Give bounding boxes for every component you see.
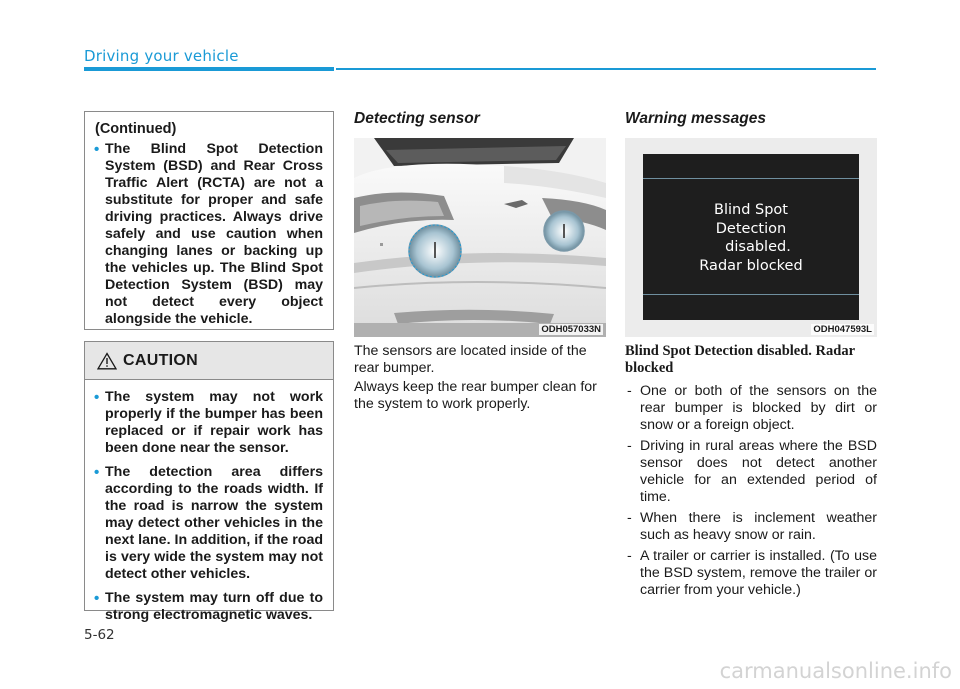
continued-note-box (84, 111, 334, 330)
cluster-screen (643, 154, 859, 320)
caution-label: CAUTION (123, 351, 198, 369)
list-item: - When there is inclement weather such as heavy snow or rain. (625, 510, 877, 544)
screen-line: Detection (715, 220, 787, 237)
header-rule-thick (84, 67, 334, 71)
warning-message-title: Blind Spot Detection disabled. Radar blocked (625, 343, 855, 376)
cluster-display-figure (625, 138, 877, 337)
figure-code: ODH057033N (541, 324, 601, 335)
caution-header (85, 342, 333, 380)
screen-divider-top (643, 178, 859, 179)
screen-line: Blind Spot (714, 202, 788, 218)
screen-line: disabled. (725, 239, 791, 255)
sensor-clean-text: Always keep the rear bumper clean for the system to work properly. (354, 379, 597, 412)
header-rule-thin (336, 68, 876, 70)
continued-heading: (Continued) (95, 121, 177, 137)
warning-messages-heading: Warning messages (625, 110, 766, 127)
screen-divider-bottom (643, 294, 859, 295)
list-item: - A trailer or carrier is installed. (To use the BSD system, remove the trailer or carrier from your vehicle.) (625, 548, 877, 599)
screen-line: Radar blocked (699, 257, 803, 274)
rear-bumper-sensor-figure (354, 138, 606, 337)
detecting-sensor-heading: Detecting sensor (354, 110, 480, 127)
car-rear-illustration (354, 138, 606, 337)
caution-body (85, 380, 333, 624)
caution-bullet: • The detection area differs according to the roads width. If the road is narrow the system may detect other vehicles in the next lane. In addition, if the road is very wide the system may not detect other vehicles. (95, 464, 323, 583)
caution-bullet: • The system may not work properly if the bumper has been replaced or if repair work has been done near the sensor. (95, 389, 323, 457)
watermark: carmanualsonline.info (719, 659, 952, 683)
page-number: 5-62 (84, 627, 115, 643)
figure-code: ODH047593L (813, 324, 872, 335)
warning-conditions-list (625, 383, 877, 603)
caution-bullet: • The system may turn off due to strong electromagnetic waves. (95, 590, 323, 624)
section-title: Driving your vehicle (84, 47, 239, 65)
caution-box (84, 341, 334, 623)
screen-message (643, 201, 859, 275)
continued-bullet: • The Blind Spot Detection System (BSD) and Rear Cross Traffic Alert (RCTA) are not a substitute for proper and safe driving practices. Always drive safely and use caution when changing lanes or backing up the vehicles up. The Blind Spot Detection System (BSD) may not detect every object alongside the vehicle. (95, 141, 323, 328)
warning-triangle-icon (97, 352, 117, 370)
sensor-location-text: The sensors are located inside of the rear bumper. (354, 343, 587, 376)
list-item: - One or both of the sensors on the rear bumper is blocked by dirt or snow or a foreign object. (625, 383, 877, 434)
list-item: - Driving in rural areas where the BSD sensor does not detect another vehicle for an extended period of time. (625, 438, 877, 506)
